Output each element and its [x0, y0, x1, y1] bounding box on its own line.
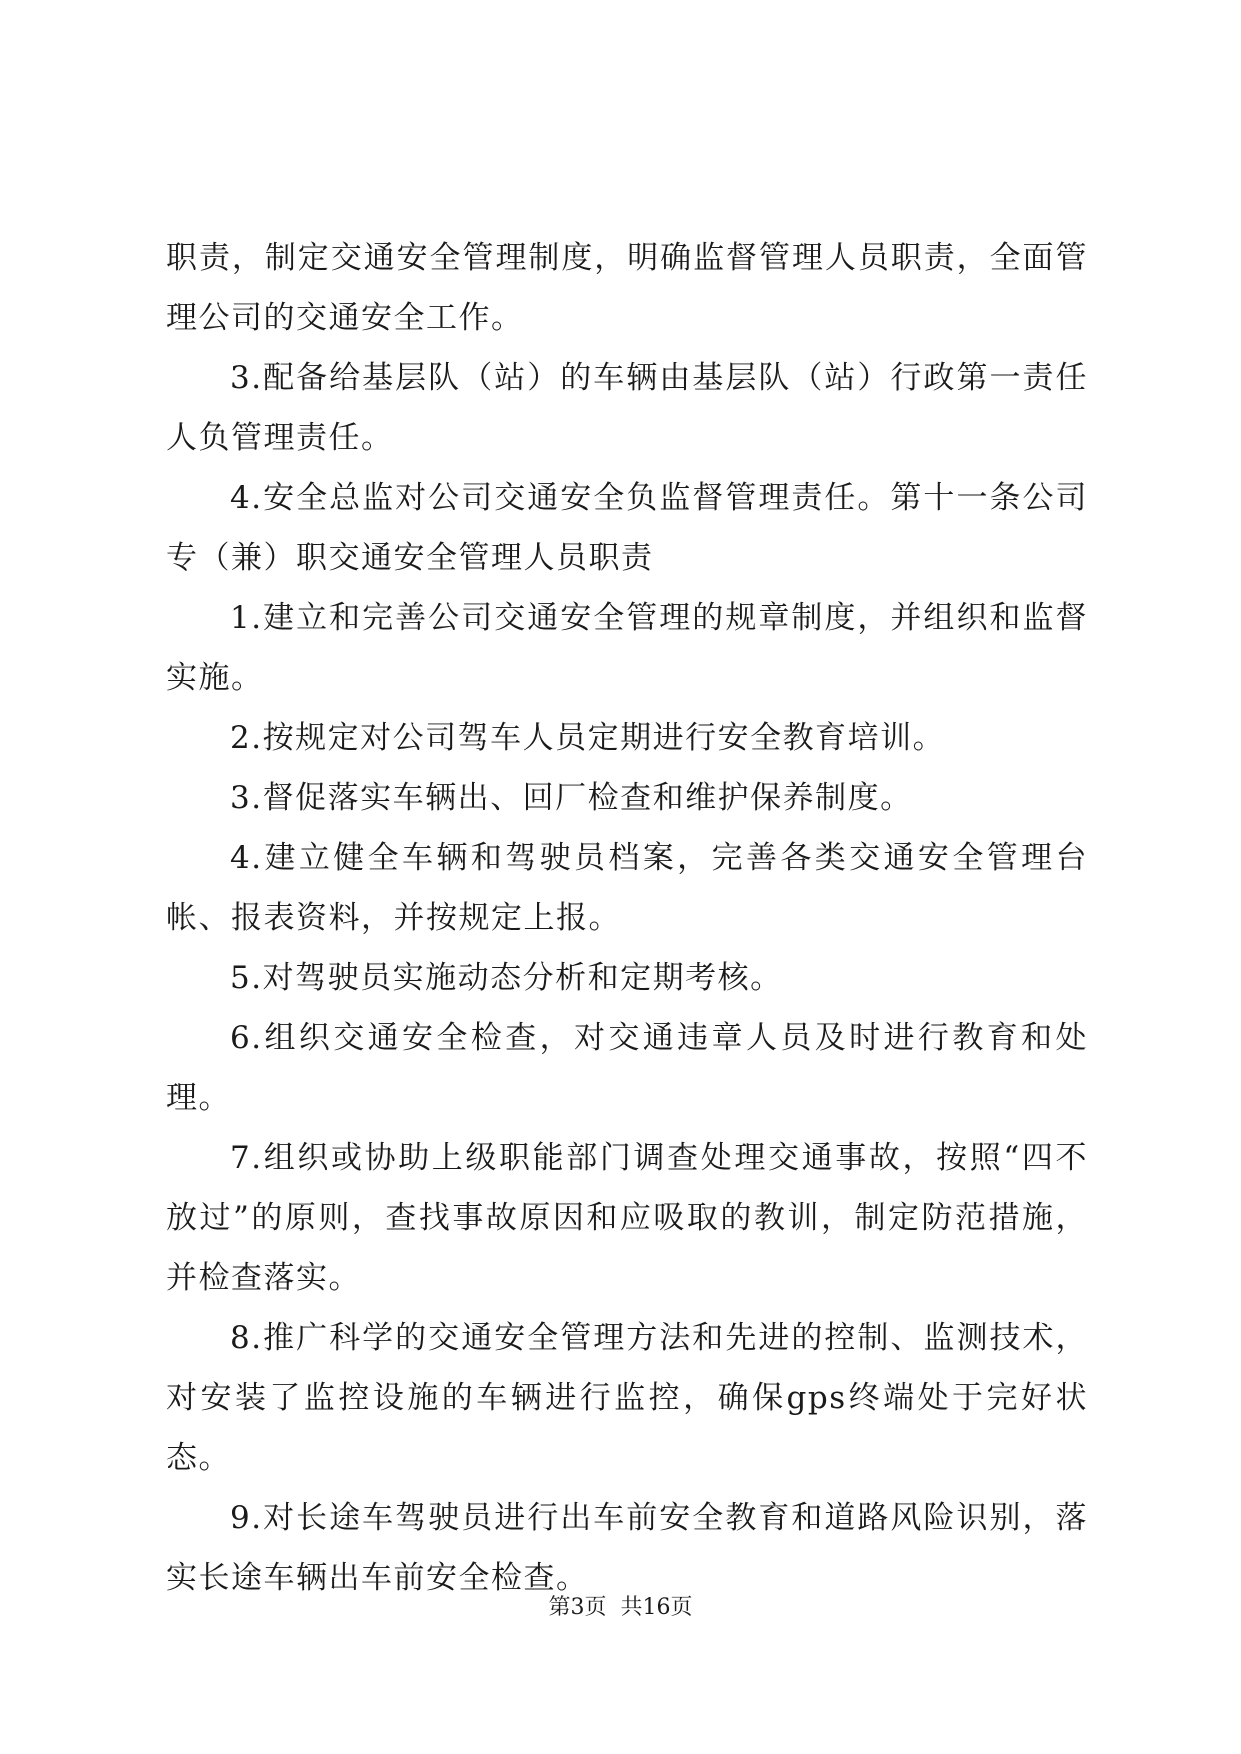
paragraph-10: 7.组织或协助上级职能部门调查处理交通事故，按照“四不放过”的原则，查找事故原因和应吸取的教训，制定防范措施，并检查落实。	[166, 1140, 1088, 1296]
page-number-label: 第3页 共16页	[548, 1595, 693, 1620]
document-body	[166, 228, 1088, 1608]
paragraph-9: 6.组织交通安全检查，对交通违章人员及时进行教育和处理。	[166, 1020, 1088, 1116]
paragraph-7: 4.建立健全车辆和驾驶员档案，完善各类交通安全管理台帐、报表资料，并按规定上报。	[166, 840, 1088, 936]
page-footer	[0, 1593, 1241, 1623]
paragraph-5: 2.按规定对公司驾车人员定期进行安全教育培训。	[230, 720, 946, 756]
paragraph-6: 3.督促落实车辆出、回厂检查和维护保养制度。	[230, 780, 913, 816]
paragraph-3: 4.安全总监对公司交通安全负监督管理责任。第十一条公司专（兼）职交通安全管理人员职责	[166, 480, 1088, 576]
paragraph-1: 职责，制定交通安全管理制度，明确监督管理人员职责，全面管理公司的交通安全工作。	[166, 240, 1088, 336]
paragraph-8: 5.对驾驶员实施动态分析和定期考核。	[230, 960, 783, 996]
paragraph-12: 9.对长途车驾驶员进行出车前安全教育和道路风险识别，落实长途车辆出车前安全检查。	[166, 1500, 1088, 1596]
paragraph-2: 3.配备给基层队（站）的车辆由基层队（站）行政第一责任人负管理责任。	[166, 360, 1088, 456]
paragraph-11: 8.推广科学的交通安全管理方法和先进的控制、监测技术，对安装了监控设施的车辆进行监控，确保gps终端处于完好状态。	[166, 1320, 1088, 1476]
paragraph-4: 1.建立和完善公司交通安全管理的规章制度，并组织和监督实施。	[166, 600, 1088, 696]
